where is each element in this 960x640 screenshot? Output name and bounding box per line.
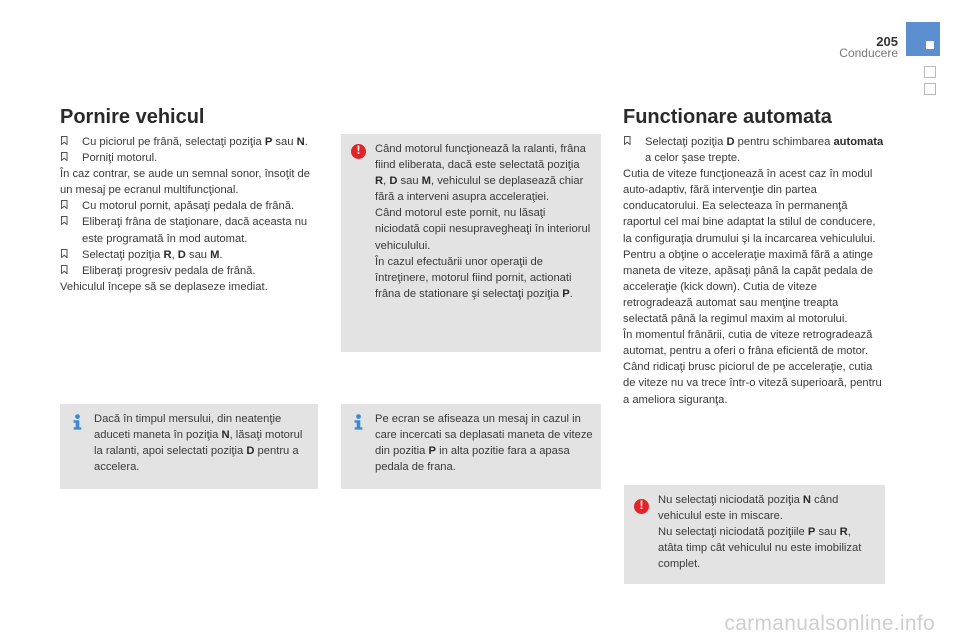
bullet-marker <box>60 214 82 246</box>
warning-box-idle <box>341 134 601 352</box>
info-box-neutral <box>60 404 318 489</box>
paragraph <box>623 166 885 246</box>
bullet-item <box>60 214 322 246</box>
bullet-item <box>60 150 322 166</box>
box-paragraph: Nu selectaţi niciodată poziţiile P sau R, atâta timp cât vehiculul nu este imobilizat complet. <box>658 526 862 571</box>
watermark: carmanualsonline.info <box>724 612 935 635</box>
bullet-marker <box>60 263 82 279</box>
info-box-text: Pe ecran se afiseaza un mesaj in cazul in care incercati sa deplasati maneta de viteze din pozitia P in alta pozitie fara a apasa pedala de frana. <box>375 413 593 474</box>
line-text: Eliberaţi frâna de staţionare, dacă aceasta nu este programată în mod automat. <box>82 216 308 245</box>
bullet-item <box>60 134 322 150</box>
right-heading: Functionare automata <box>623 106 832 128</box>
bullet-marker <box>60 134 82 150</box>
line-text: Eliberaţi progresiv pedala de frână. <box>82 264 256 277</box>
chapter-tab-active <box>906 22 940 56</box>
bullet-marker <box>623 134 645 166</box>
bullet-item <box>60 198 322 214</box>
section-title: Conducere <box>839 46 898 60</box>
info-icon <box>351 414 366 430</box>
line-text: Când ridicaţi brusc piciorul de pe acceleraţie, cutia de viteze nu va trece într-o viteză superioară, pentru a ameliora siguranţa. <box>623 361 882 406</box>
bullet-marker <box>60 198 82 214</box>
info-box-message <box>341 404 601 489</box>
box-paragraph: Când motorul funcţionează la ralanti, frâna fiind eliberata, dacă este selectată poziţia R, D sau M, vehiculul se deplasează chiar fără a interveni asupra acceleraţiei. <box>375 143 586 204</box>
line-text: În momentul frânării, cutia de viteze retrogradează automat, pentru a oferi o frâna eficientă de motor. <box>623 329 873 358</box>
warning-box-text <box>375 141 593 302</box>
warning-icon <box>351 144 366 159</box>
paragraph <box>60 279 322 295</box>
bullet-item <box>60 263 322 279</box>
warning-box-positions <box>624 485 885 584</box>
line-text: Pentru a obţine o acceleraţie maximă fără a atinge maneta de viteze, apăsaţi până la capăt pedala de acceleraţie (kick down). Cutia de viteze retrogradează automat sau menţine treapta selectată până la regimul maxim al motorului. <box>623 248 874 326</box>
line-text: Selectaţi poziţia R, D sau M. <box>82 248 223 261</box>
box-paragraph: În cazul efectuării unor operaţii de întreţinere, motorul fiind pornit, actionati frâna de stationare şi selectaţi poziţia P. <box>375 255 573 300</box>
page-number: 205 <box>876 34 898 49</box>
line-text: Cu piciorul pe frână, selectaţi poziţia P sau N. <box>82 136 308 148</box>
bullet-item <box>60 247 322 263</box>
line-text: Cutia de viteze funcţionează în acest caz în modul auto-adaptiv, fără intervenţie din partea conducatorului. Ea selecteaza în permanenţă raportul cel mai bine adaptat la stilul de conducere, la configuraţia drumului şi la incarcarea vehiculului. <box>623 168 876 245</box>
paragraph <box>60 166 322 198</box>
warning-icon <box>634 499 649 514</box>
line-text: Selectaţi poziţia D pentru schimbarea automata a celor şase trepte. <box>645 136 884 165</box>
box-paragraph: Nu selectaţi niciodată poziţia N când vehiculul este in miscare. <box>658 494 839 523</box>
line-text: Vehiculul începe să se deplaseze imediat. <box>60 280 268 293</box>
left-body <box>60 134 322 295</box>
info-icon <box>70 414 85 430</box>
box-paragraph: Când motorul este pornit, nu lăsaţi niciodată copii nesupravegheaţi în interiorul vehiculului. <box>375 207 591 252</box>
bullet-marker <box>60 247 82 263</box>
info-box-text: Dacă în timpul mersului, din neatenţie aduceti maneta în poziţia N, lăsaţi motorul la ralanti, apoi selectati poziţia D pentru a accelera. <box>94 413 303 474</box>
paragraph <box>623 359 885 407</box>
warning-box-text <box>658 492 877 572</box>
line-text: Porniţi motorul. <box>82 152 158 165</box>
left-heading: Pornire vehicul <box>60 106 205 128</box>
paragraph <box>623 247 885 327</box>
paragraph <box>623 327 885 359</box>
bullet-marker <box>60 150 82 166</box>
line-text: Cu motorul pornit, apăsaţi pedala de frână. <box>82 200 295 213</box>
chapter-tab-marker <box>924 66 936 78</box>
bullet-item <box>623 134 885 166</box>
right-body <box>623 134 885 408</box>
chapter-tab-marker <box>924 83 936 95</box>
line-text: În caz contrar, se aude un semnal sonor, însoţit de un mesaj pe ecranul multifuncţional. <box>60 168 311 197</box>
